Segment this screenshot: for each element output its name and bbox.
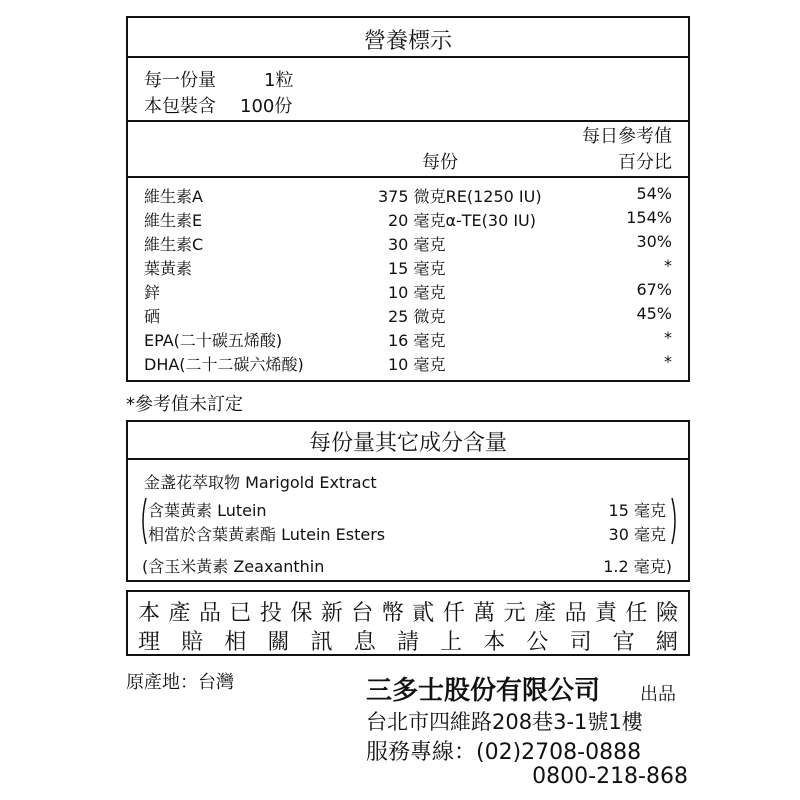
ingredients-title: 每份量其它成分含量 — [308, 431, 507, 456]
ingredient-value: 1.2 毫克) — [603, 557, 672, 576]
nutrient-name: 葉黃素 — [144, 259, 193, 278]
bracket-right-icon — [670, 496, 680, 546]
servings-value: 100份 — [240, 96, 293, 117]
insurance-notice — [126, 590, 690, 656]
nutrient-dv: 154% — [626, 208, 672, 227]
ingredient-subvalue: 15 毫克 — [608, 501, 666, 520]
ingredient-subline: 含葉黃素 Lutein — [148, 501, 267, 520]
nutrient-name: 鋅 — [144, 283, 161, 302]
nutrient-amount: 10 毫克 — [388, 283, 446, 302]
nutrition-table — [126, 16, 690, 382]
ingredient-line: (含玉米黃素 Zeaxanthin — [142, 557, 325, 576]
divider — [128, 176, 688, 178]
nutrient-amount: 20 毫克α-TE(30 IU) — [388, 211, 537, 230]
nutrient-name: EPA(二十碳五烯酸) — [144, 331, 283, 350]
ingredients-table — [126, 420, 690, 582]
service-line-2: 0800-218-868 — [532, 764, 688, 789]
footnote: *參考值未訂定 — [126, 394, 243, 415]
service-line: 服務專線：(02)2708-0888 — [366, 740, 642, 765]
ingredient-line: 金盞花萃取物 Marigold Extract — [144, 473, 377, 492]
nutrient-dv: 67% — [636, 280, 672, 299]
divider — [128, 458, 688, 460]
nutrient-dv: 54% — [636, 184, 672, 203]
insurance-line2: 理 賠 相 關 訊 息 請 上 本 公 司 官 網 — [138, 630, 678, 655]
bracket-left-icon — [138, 496, 148, 546]
nutrient-name: 維生素E — [144, 211, 203, 230]
nutrient-name: DHA(二十二碳六烯酸) — [144, 355, 304, 374]
nutrient-dv: 30% — [636, 232, 672, 251]
insurance-line1: 本 產 品 已 投 保 新 台 幣 貳 仟 萬 元 產 品 責 任 險 — [138, 601, 678, 626]
nutrient-name: 維生素C — [144, 235, 204, 254]
nutrient-amount: 25 微克 — [388, 307, 446, 326]
company-name: 三多士股份有限公司 — [366, 676, 601, 706]
address: 台北市四維路208巷3-1號1樓 — [366, 710, 643, 734]
produced-by: 出品 — [640, 684, 676, 705]
nutrient-name: 維生素A — [144, 187, 203, 206]
origin: 原產地：台灣 — [126, 672, 234, 693]
nutrient-amount: 375 微克RE(1250 IU) — [378, 187, 542, 206]
serving-size-label: 每一份量 — [144, 70, 216, 91]
nutrient-amount: 30 毫克 — [388, 235, 446, 254]
nutrient-dv: 45% — [636, 304, 672, 323]
servings-label: 本包裝含 — [144, 96, 216, 117]
header-dv-line1: 每日參考值 — [582, 126, 672, 147]
header-per-serving: 每份 — [422, 152, 458, 173]
nutrient-amount: 16 毫克 — [388, 331, 446, 350]
nutrition-title: 營養標示 — [363, 29, 452, 54]
nutrient-dv: * — [664, 328, 672, 347]
nutrient-amount: 15 毫克 — [388, 259, 446, 278]
header-dv-line2: 百分比 — [618, 152, 672, 173]
ingredient-subline: 相當於含葉黃素酯 Lutein Esters — [148, 525, 386, 544]
nutrient-dv: * — [664, 352, 672, 371]
divider — [128, 56, 688, 58]
nutrient-amount: 10 毫克 — [388, 355, 446, 374]
serving-size-value: 1粒 — [264, 70, 294, 91]
nutrient-name: 硒 — [144, 307, 161, 326]
nutrient-dv: * — [664, 256, 672, 275]
ingredient-subvalue: 30 毫克 — [608, 525, 666, 544]
